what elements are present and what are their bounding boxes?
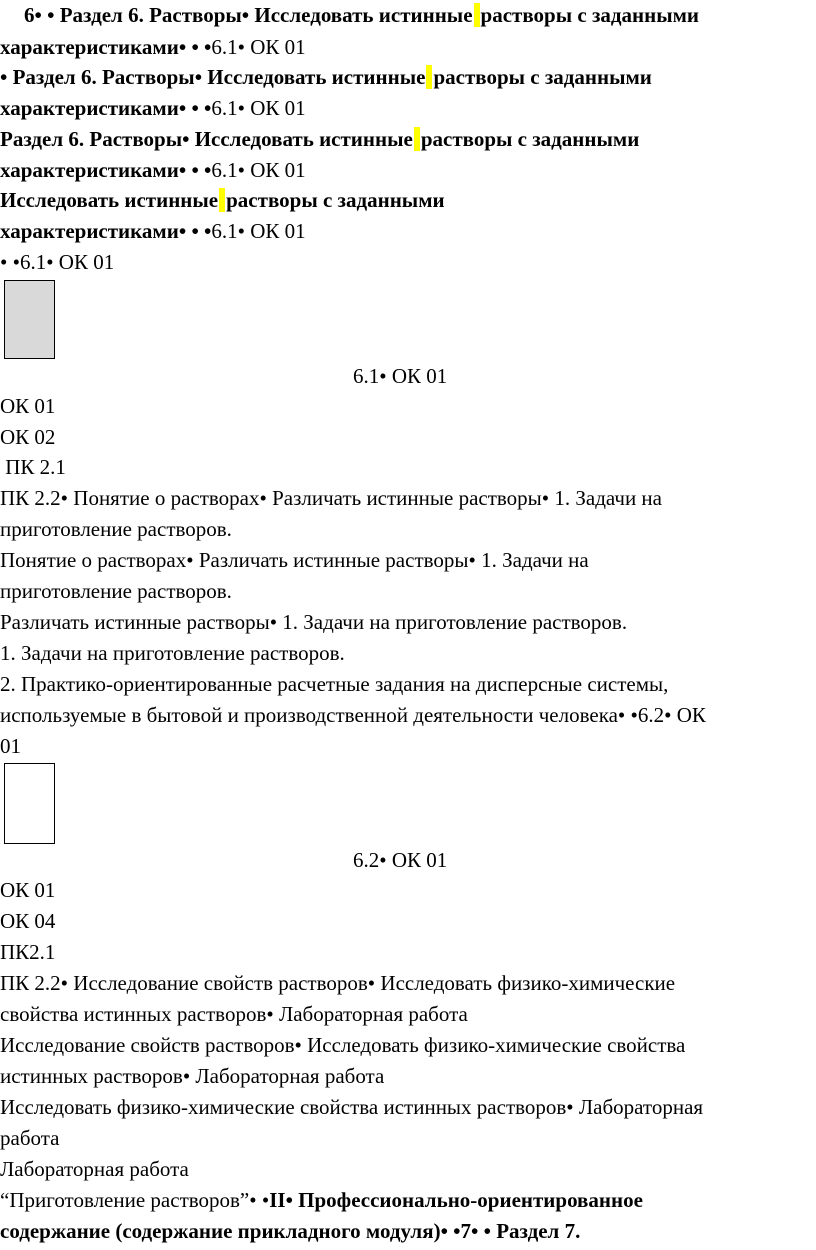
text-line: приготовление растворов. bbox=[0, 517, 232, 541]
header-line: 6• • Раздел 6. Растворы• Исследовать истинные растворы с заданными bbox=[24, 3, 700, 27]
text-line: Исследовать физико-химические свойства истинных растворов• Лабораторная bbox=[0, 1095, 704, 1119]
text-line: работа bbox=[0, 1126, 60, 1150]
header-line: • Раздел 6. Растворы• Исследовать истинные растворы с заданными bbox=[0, 65, 652, 89]
text-line: Понятие о растворах• Различать истинные растворы• 1. Задачи на bbox=[0, 548, 589, 572]
text-line: ПК2.1 bbox=[0, 940, 56, 964]
section-title: 6.2• ОК 01 bbox=[353, 848, 448, 872]
text-line: используемые в бытовой и производственной деятельности человека• •6.2• ОК bbox=[0, 703, 706, 727]
header-line: Раздел 6. Растворы• Исследовать истинные растворы с заданными bbox=[0, 127, 640, 151]
highlight-mark bbox=[474, 3, 480, 27]
empty-placeholder-box bbox=[4, 763, 55, 844]
text-line: Исследование свойств растворов• Исследовать физико-химические свойства bbox=[0, 1033, 686, 1057]
highlight-mark bbox=[414, 127, 420, 151]
footer-line: содержание (содержание прикладного модуля)• •7• • Раздел 7. bbox=[0, 1219, 581, 1243]
text-line: 2. Практико-ориентированные расчетные задания на дисперсные системы, bbox=[0, 672, 669, 696]
text-line: 01 bbox=[0, 734, 21, 758]
characteristics-line: характеристиками• • •6.1• ОК 01 bbox=[0, 158, 306, 182]
characteristics-line: характеристиками• • •6.1• ОК 01 bbox=[0, 35, 306, 59]
text-line: приготовление растворов. bbox=[0, 579, 232, 603]
highlight-mark bbox=[426, 65, 432, 89]
text-line: Лабораторная работа bbox=[0, 1157, 189, 1181]
text-line: Различать истинные растворы• 1. Задачи на приготовление растворов. bbox=[0, 610, 628, 634]
characteristics-line: характеристиками• • •6.1• ОК 01 bbox=[0, 219, 306, 243]
highlight-mark bbox=[219, 188, 225, 212]
text-line: ОК 01 bbox=[0, 878, 56, 902]
text-line: истинных растворов• Лабораторная работа bbox=[0, 1064, 385, 1088]
text-line: ПК 2.2• Понятие о растворах• Различать истинные растворы• 1. Задачи на bbox=[0, 486, 662, 510]
text-line: 1. Задачи на приготовление растворов. bbox=[0, 641, 345, 665]
text-line: свойства истинных растворов• Лабораторная работа bbox=[0, 1002, 468, 1026]
text-line: ОК 04 bbox=[0, 909, 56, 933]
footer-line: “Приготовление растворов”• •II• Профессионально-ориентированное bbox=[0, 1188, 643, 1212]
text-line: ПК 2.2• Исследование свойств растворов• Исследовать физико-химические bbox=[0, 971, 676, 995]
section-title: 6.1• ОК 01 bbox=[353, 364, 448, 388]
gray-placeholder-box bbox=[4, 280, 55, 359]
text-line: ОК 01 bbox=[0, 394, 56, 418]
bullet-tail-line: • •6.1• ОК 01 bbox=[0, 250, 115, 274]
text-line: ОК 02 bbox=[0, 425, 56, 449]
header-line: Исследовать истинные растворы с заданными bbox=[0, 188, 445, 212]
text-line: ПК 2.1 bbox=[0, 455, 66, 479]
characteristics-line: характеристиками• • •6.1• ОК 01 bbox=[0, 96, 306, 120]
